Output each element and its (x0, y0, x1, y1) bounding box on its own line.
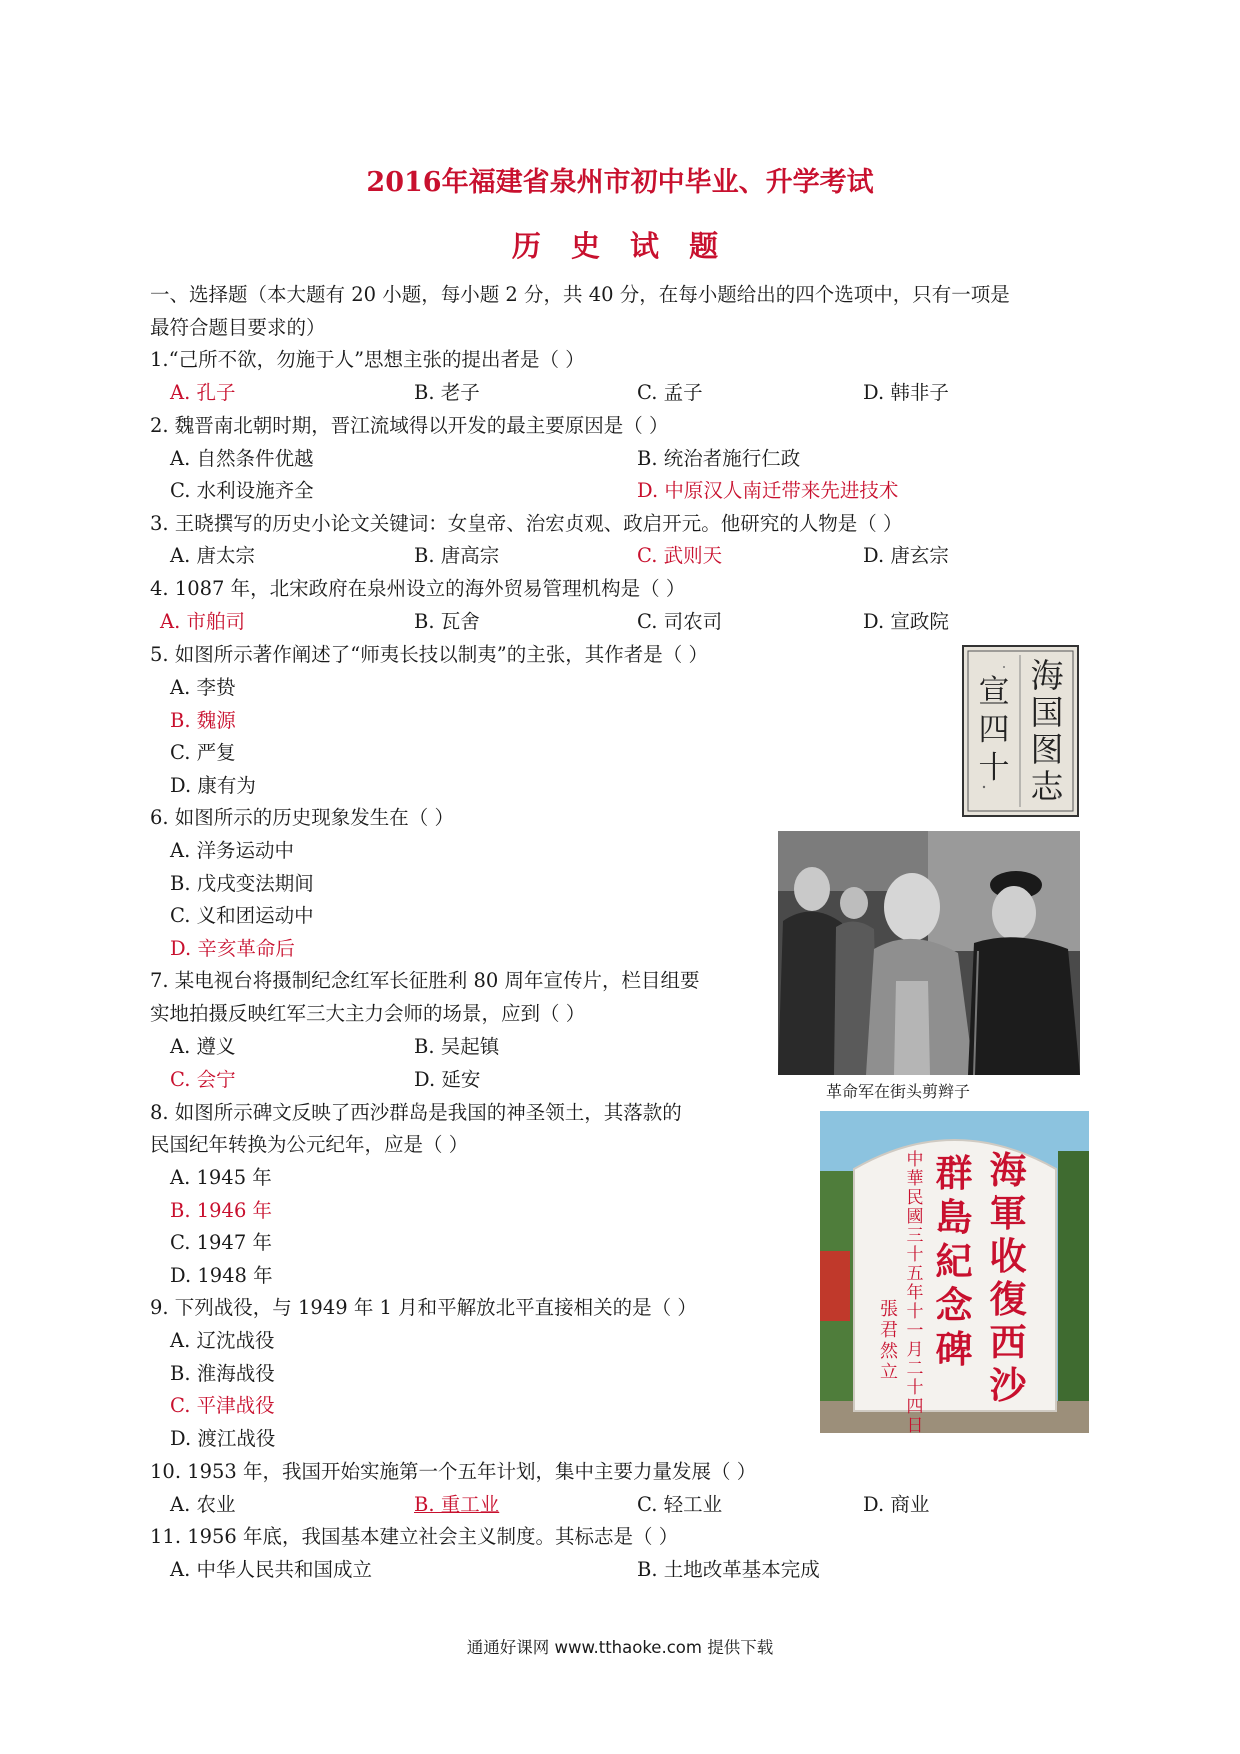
question-10-option-a: A. 农业 (170, 1493, 236, 1516)
question-1-option-b: B. 老子 (414, 381, 480, 404)
monument-inscription-left: 群島紀念碑 (935, 1151, 973, 1371)
question-4-option-d: D. 宣政院 (863, 610, 949, 633)
question-7-option-d: D. 延安 (414, 1068, 481, 1091)
question-5-stem: 5. 如图所示著作阐述了“师夷长技以制夷”的主张，其作者是（ ） (150, 643, 708, 666)
question-8-stem-cont: 民国纪年转换为公元纪年，应是（ ） (150, 1133, 469, 1156)
photo-image (778, 831, 1080, 1075)
question-8-option-a: A. 1945 年 (170, 1166, 272, 1189)
page-footer: 通通好课网 www.tthaoke.com 提供下载 (466, 1638, 774, 1657)
monument-date: 中華民國三十五年十一月二十四日 (906, 1150, 924, 1433)
section-instructions-line2: 最符合题目要求的） (150, 316, 326, 339)
question-8-option-c: C. 1947 年 (170, 1231, 272, 1254)
question-8-option-d: D. 1948 年 (170, 1264, 273, 1287)
question-9-stem: 9. 下列战役，与 1949 年 1 月和平解放北平直接相关的是（ ） (150, 1296, 697, 1319)
question-2-option-a: A. 自然条件优越 (170, 447, 314, 470)
question-10-option-b: B. 重工业 (414, 1493, 500, 1516)
question-5-option-b: B. 魏源 (170, 709, 236, 732)
exam-title: 2016年福建省泉州市初中毕业、升学考试 (366, 167, 874, 198)
question-1-option-a: A. 孔子 (170, 381, 236, 404)
question-3-option-a: A. 唐太宗 (170, 544, 255, 567)
book-cover-volume: 宣四十 (978, 674, 1010, 786)
question-4-stem: 4. 1087 年，北宋政府在泉州设立的海外贸易管理机构是（ ） (150, 577, 686, 600)
question-1-option-c: C. 孟子 (637, 381, 703, 404)
question-10-stem: 10. 1953 年，我国开始实施第一个五年计划，集中主要力量发展（ ） (150, 1460, 757, 1483)
question-7-option-c: C. 会宁 (170, 1068, 236, 1091)
question-10-option-c: C. 轻工业 (637, 1493, 723, 1516)
book-cover-title: 海国图志 (1030, 656, 1064, 806)
question-9-option-b: B. 淮海战役 (170, 1362, 275, 1385)
question-8-stem: 8. 如图所示碑文反映了西沙群岛是我国的神圣领土，其落款的 (150, 1101, 682, 1124)
monument-signature: 張君然立 (880, 1299, 898, 1383)
question-3-option-c: C. 武则天 (637, 544, 723, 567)
question-1-option-d: D. 韩非子 (863, 381, 949, 404)
question-7-option-a: A. 遵义 (170, 1035, 236, 1058)
monument-inscription-right: 海軍收復西沙 (989, 1148, 1027, 1407)
question-4-option-a: A. 市舶司 (160, 610, 245, 633)
question-2-option-b: B. 统治者施行仁政 (637, 447, 801, 470)
question-3-stem: 3. 王晓撰写的历史小论文关键词：女皇帝、治宏贞观、政启开元。他研究的人物是（ ） (150, 512, 903, 535)
question-6-stem: 6. 如图所示的历史现象发生在（ ） (150, 806, 455, 829)
question-6-option-b: B. 戊戌变法期间 (170, 872, 314, 895)
figure-xisha-monument (820, 1111, 1089, 1433)
question-2-option-c: C. 水利设施齐全 (170, 479, 314, 502)
question-11-option-a: A. 中华人民共和国成立 (170, 1558, 372, 1581)
question-11-stem: 11. 1956 年底，我国基本建立社会主义制度。其标志是（ ） (150, 1525, 679, 1548)
exam-subtitle: 历 史 试 题 (511, 229, 729, 263)
question-9-option-c: C. 平津战役 (170, 1394, 275, 1417)
question-4-option-b: B. 瓦舍 (414, 610, 480, 633)
section-instructions-line1: 一、选择题（本大题有 20 小题，每小题 2 分，共 40 分，在每小题给出的四个选项中，只有一项是 (150, 283, 1010, 306)
question-9-option-d: D. 渡江战役 (170, 1427, 276, 1450)
photo-caption: 革命军在街头剪辫子 (826, 1082, 971, 1101)
question-8-option-b: B. 1946 年 (170, 1199, 273, 1222)
question-6-option-a: A. 洋务运动中 (170, 839, 294, 862)
question-3-option-d: D. 唐玄宗 (863, 544, 949, 567)
question-7-stem: 7. 某电视台将摄制纪念红军长征胜利 80 周年宣传片，栏目组要 (150, 969, 700, 992)
question-7-stem-cont: 实地拍摄反映红军三大主力会师的场景，应到（ ） (150, 1002, 586, 1025)
figure-queue-cutting-photo (778, 831, 1080, 1075)
question-6-option-d: D. 辛亥革命后 (170, 937, 295, 960)
question-3-option-b: B. 唐高宗 (414, 544, 500, 567)
question-1-stem: 1.“己所不欲，勿施于人”思想主张的提出者是（ ） (150, 348, 585, 371)
question-5-option-c: C. 严复 (170, 741, 236, 764)
question-5-option-a: A. 李贽 (170, 676, 236, 699)
question-9-option-a: A. 辽沈战役 (170, 1329, 275, 1352)
question-11-option-b: B. 土地改革基本完成 (637, 1558, 820, 1581)
question-10-option-d: D. 商业 (863, 1493, 930, 1516)
question-6-option-c: C. 义和团运动中 (170, 904, 314, 927)
question-7-option-b: B. 吴起镇 (414, 1035, 500, 1058)
monument-date-col1 (904, 1151, 926, 1433)
question-2-option-d: D. 中原汉人南迁带来先进技术 (637, 479, 899, 502)
question-4-option-c: C. 司农司 (637, 610, 723, 633)
figure-book-cover (962, 645, 1079, 817)
question-2-stem: 2. 魏晋南北朝时期，晋江流域得以开发的最主要原因是（ ） (150, 414, 669, 437)
question-5-option-d: D. 康有为 (170, 774, 256, 797)
